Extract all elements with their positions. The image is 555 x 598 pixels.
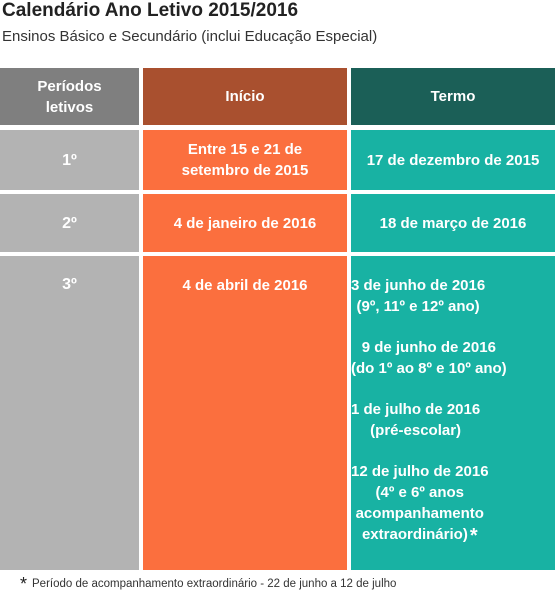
termo-entry-3-date: 1 de julho de 2016 [351, 401, 481, 418]
inicio-cell-3: 4 de abril de 2016 [143, 256, 347, 570]
header-periodos-letivos [0, 68, 139, 125]
header-inicio: Início [143, 68, 347, 125]
termo-entry-2-note: (do 1º ao 8º e 10º ano) [351, 360, 507, 377]
page-subtitle: Ensinos Básico e Secundário (inclui Educação Especial) [2, 28, 378, 45]
termo-entry-2-date: 9 de junho de 2016 [361, 339, 496, 356]
termo-entry-9-11-12 [351, 275, 485, 317]
termo-entry-4-note-2: acompanhamento [355, 505, 484, 522]
footnote [20, 574, 397, 594]
termo-entry-4-6 [351, 461, 489, 547]
termo-entry-1-to-10 [351, 337, 507, 379]
header-periodos-line1: Períodos [37, 77, 102, 95]
termo-cell-1: 17 de dezembro de 2015 [351, 130, 555, 190]
termo-cell-2: 18 de março de 2016 [351, 194, 555, 252]
asterisk-marker: * [469, 525, 478, 547]
footnote-text: Período de acompanhamento extraordinário - 22 de junho a 12 de julho [32, 578, 397, 590]
termo-entry-1-date: 3 de junho de 2016 [351, 277, 486, 294]
inicio-1-line1: Entre 15 e 21 de [187, 141, 303, 158]
termo-entry-3-note: (pré-escolar) [370, 422, 462, 439]
termo-entry-4-date: 12 de julho de 2016 [351, 463, 489, 480]
termo-entry-pre-escolar [351, 399, 480, 441]
period-cell-1: 1º [0, 130, 139, 190]
header-periodos-line2: letivos [45, 98, 94, 116]
period-cell-2: 2º [0, 194, 139, 252]
inicio-1-line2: setembro de 2015 [181, 162, 309, 179]
period-cell-3: 3º [0, 256, 139, 570]
termo-entry-4-note-3: extraordinário) [361, 526, 468, 543]
page-title: Calendário Ano Letivo 2015/2016 [2, 0, 299, 21]
termo-entry-4-note-1: (4º e 6º anos [375, 484, 465, 501]
footnote-asterisk: * [20, 574, 28, 594]
inicio-cell-1 [143, 130, 347, 190]
termo-entry-1-note: (9º, 11º e 12º ano) [356, 298, 480, 315]
header-termo: Termo [351, 68, 555, 125]
termo-entry-4-note-3-wrap [351, 524, 489, 547]
termo-cell-3 [351, 256, 555, 570]
inicio-cell-2: 4 de janeiro de 2016 [143, 194, 347, 252]
